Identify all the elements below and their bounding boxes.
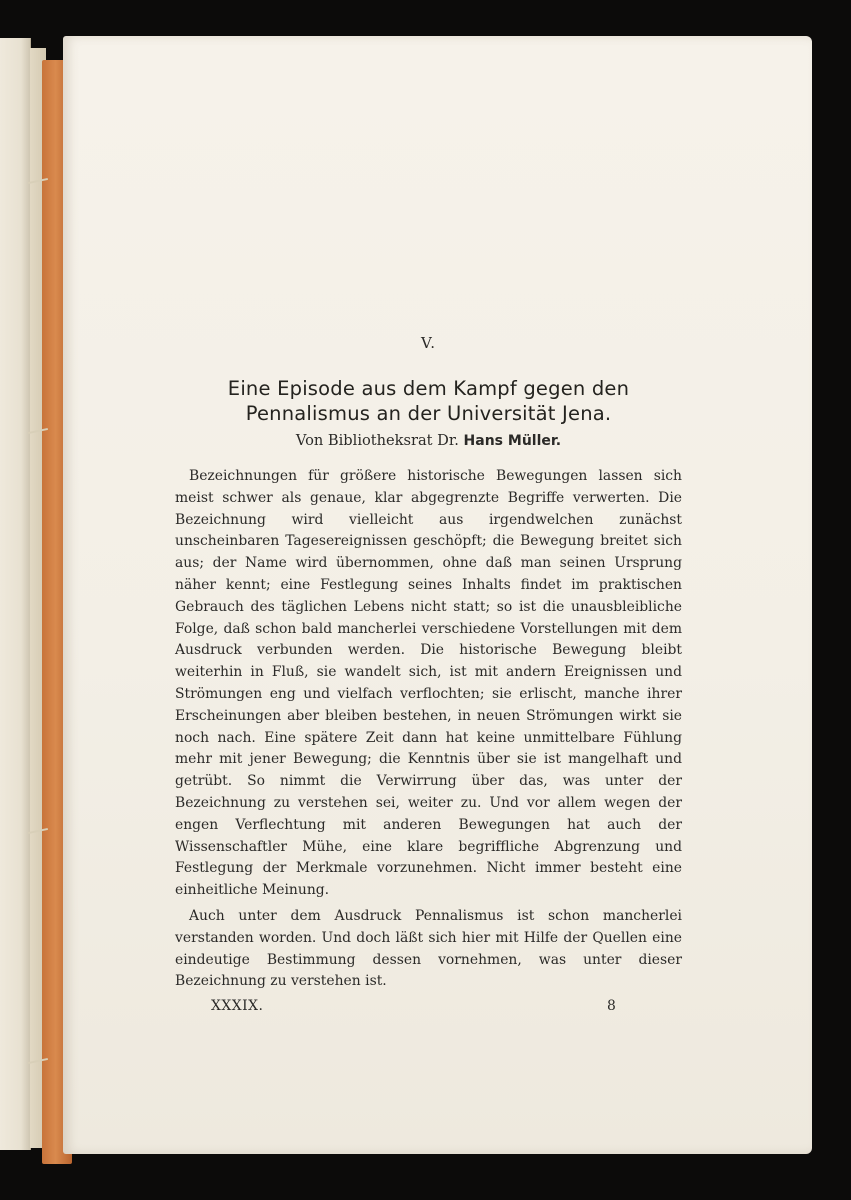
book-page: [63, 36, 812, 1154]
title-line-2: Pennalismus an der Universität Jena.: [245, 402, 612, 425]
signature-mark: XXXIX.: [211, 998, 264, 1015]
page-number: 8: [607, 998, 616, 1015]
body-paragraph-1: Bezeichnungen für größere historische Bewegungen lassen sich meist schwer als genaue, klar abgegrenzte Begriffe verwerten. Die Bezeichnung wird vielleicht aus irgendwelchen zunächst unscheinbaren Tagesereignissen geschöpft; die Bewegung breitet sich aus; der Name wird übernommen, ohne daß man seinen Ursprung näher kennt; eine Festlegung seines Inhalts findet im praktischen Gebrauch des täglichen Lebens nicht statt; so ist die unausbleibliche Folge, daß schon bald mancherlei verschiedene Vorstellungen mit dem Ausdruck verbunden werden. Die historische Bewegung bleibt weiterhin in Fluß, sie wandelt sich, ist mit andern Ereignissen und Strömungen eng und vielfach verflochten; sie erlischt, manche ihrer Erscheinungen aber bleiben bestehen, in neuen Strömungen wirkt sie noch nach. Eine spätere Zeit dann hat keine unmittelbare Fühlung mehr mit jener Bewegung; die Kenntnis über sie ist mangelhaft und getrübt. So nimmt die Verwirrung über das, was unter der Bezeichnung zu verstehen sei, weiter zu. Und vor allem wegen der engen Verflechtung mit anderen Bewegungen hat auch der Wissenschaftler Mühe, eine klare begriffliche Abgrenzung und Festlegung der Merkmale vorzunehmen. Nicht immer besteht eine einheitliche Meinung.: [175, 468, 682, 899]
author-name: Hans Müller.: [463, 433, 562, 449]
previous-page-edge: [0, 38, 31, 1150]
body-paragraph-2: Auch unter dem Ausdruck Pennalismus ist schon mancherlei verstanden worden. Und doch läßt sich hier mit Hilfe der Quellen eine eindeutige Bestimmung dessen vornehmen, was unter dieser Bezeichnung zu verstehen ist.: [175, 907, 682, 990]
author-prefix: Von Bibliotheksrat Dr.: [295, 432, 459, 449]
page-text-block: [175, 100, 682, 1020]
author-line: [175, 430, 682, 452]
title-line-1: Eine Episode aus dem Kampf gegen den: [227, 377, 630, 400]
article-title: [175, 376, 682, 426]
page-footer: [175, 998, 682, 1020]
chapter-number: V.: [421, 334, 436, 352]
